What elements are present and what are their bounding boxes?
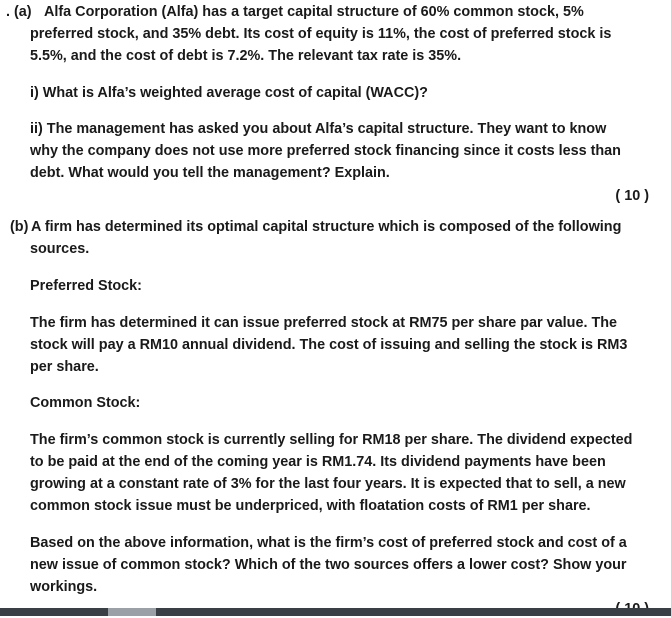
part-a-marks: ( 10 ) xyxy=(615,188,649,204)
part-a-label: . (a) xyxy=(6,4,32,20)
part-b-question-line-2: new issue of common stock? Which of the two sources offers a lower cost? Show your xyxy=(30,557,627,573)
preferred-stock-line-3: per share. xyxy=(30,359,99,375)
common-stock-line-3: growing at a constant rate of 3% for the last four years. It is expected that to sell, a new xyxy=(30,476,626,492)
part-a-line-2: preferred stock, and 35% debt. Its cost of equity is 11%, the cost of preferred stock is xyxy=(30,26,612,42)
part-a-line-1: Alfa Corporation (Alfa) has a target capital structure of 60% common stock, 5% xyxy=(44,4,584,20)
common-stock-heading: Common Stock: xyxy=(30,395,141,411)
scrollbar-thumb[interactable] xyxy=(108,608,156,616)
part-b-intro-line-1: A firm has determined its optimal capital structure which is composed of the following xyxy=(31,219,622,235)
part-b-question-line-3: workings. xyxy=(30,579,98,595)
part-a-question-1: i) What is Alfa’s weighted average cost of capital (WACC)? xyxy=(30,85,428,101)
part-b-intro-line-2: sources. xyxy=(30,241,90,257)
part-a-question-2-line-3: debt. What would you tell the management? Explain. xyxy=(30,165,390,181)
part-b-label: (b) xyxy=(10,219,29,235)
common-stock-line-4: common stock issue must be underpriced, with floatation costs of RM1 per share. xyxy=(30,498,591,514)
part-a-question-2-line-2: why the company does not use more preferred stock financing since it costs less than xyxy=(30,143,621,159)
common-stock-line-1: The firm’s common stock is currently selling for RM18 per share. The dividend expected xyxy=(30,432,633,448)
part-b-question-line-1: Based on the above information, what is the firm’s cost of preferred stock and cost of a xyxy=(30,535,627,551)
preferred-stock-line-2: stock will pay a RM10 annual dividend. The cost of issuing and selling the stock is RM3 xyxy=(30,337,628,353)
part-a-line-3: 5.5%, and the cost of debt is 7.2%. The relevant tax rate is 35%. xyxy=(30,48,462,64)
preferred-stock-heading: Preferred Stock: xyxy=(30,278,142,294)
bottom-scrollbar[interactable] xyxy=(0,608,671,616)
common-stock-line-2: to be paid at the end of the coming year is RM1.74. Its dividend payments have been xyxy=(30,454,606,470)
preferred-stock-line-1: The firm has determined it can issue preferred stock at RM75 per share par value. The xyxy=(30,315,618,331)
part-a-question-2-line-1: ii) The management has asked you about Alfa’s capital structure. They want to know xyxy=(30,121,607,137)
